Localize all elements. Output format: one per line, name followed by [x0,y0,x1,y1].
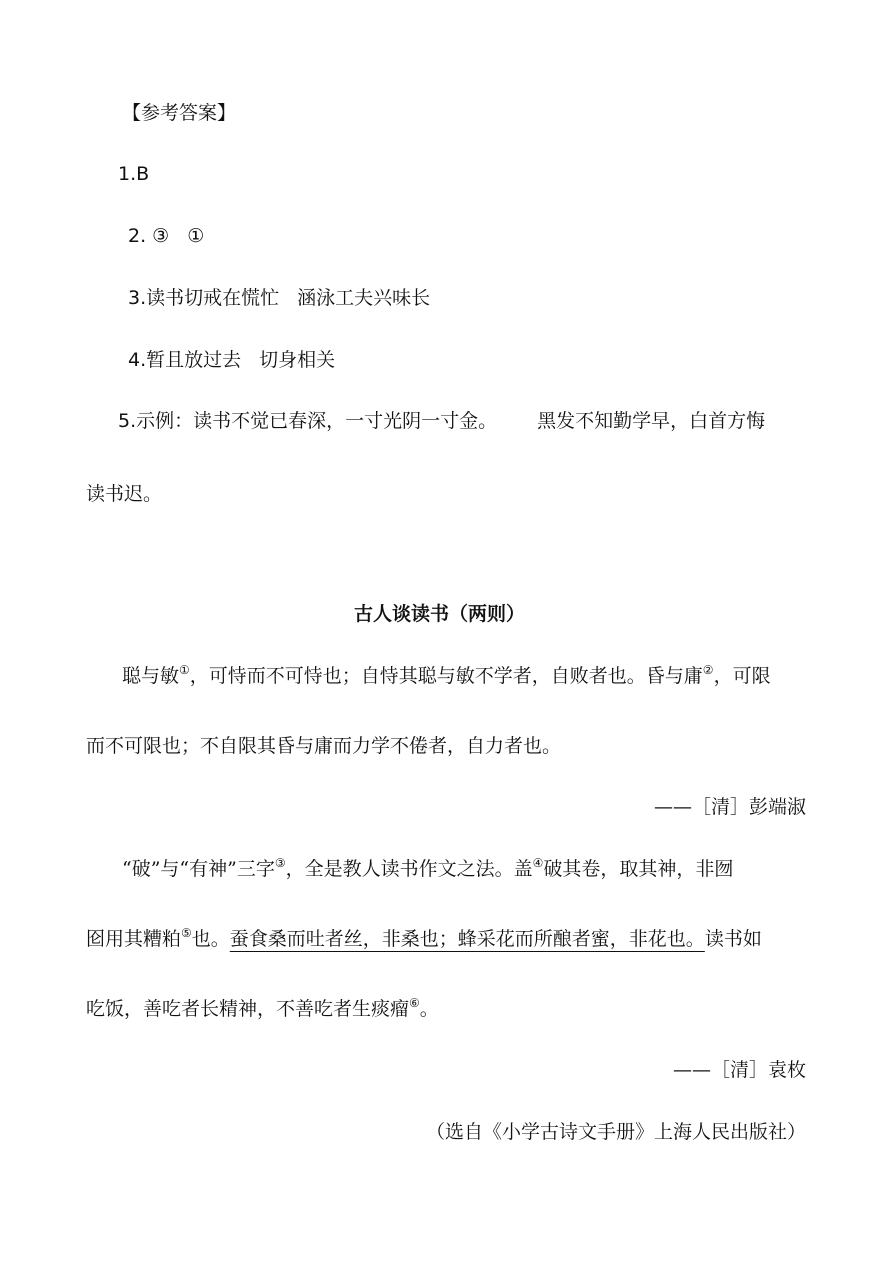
footnote-marker-2: ② [702,663,714,677]
answer-4 [128,348,335,372]
paragraph-1-line-1 [122,664,771,688]
answer-heading: 【参考答案】 [122,102,237,124]
article-title: 古人谈读书（两则） [354,603,526,625]
footnote-marker-1: ① [179,663,190,677]
text-segment: ，全是教人读书作文之法。盖 [285,858,533,880]
text-segment: 聪与敏 [122,665,180,687]
paragraph-1-line-2: 而不可限也；不自限其昏与庸而力学不倦者，自力者也。 [86,735,562,757]
answer-2 [128,224,204,248]
paragraph-2-line-1 [122,857,733,881]
text-segment: 。 [419,998,439,1020]
answer-3 [128,286,430,310]
underlined-sentence: 蚕食桑而吐者丝，非桑也；蜂采花而所酿者蜜，非花也。 [229,928,705,950]
footnote-marker-4: ④ [532,856,544,870]
answer-1: 1.B [118,163,150,185]
footnote-marker-6: ⑥ [409,996,420,1010]
text-segment: ，可恃而不可恃也；自恃其聪与敏不学者，自败者也。昏与庸 [189,665,703,687]
source-citation: （选自《小学古诗文手册》上海人民出版社） [425,1121,806,1143]
paragraph-2-line-3 [86,997,439,1021]
footnote-marker-5: ⑤ [181,926,192,940]
author-1: ——［清］彭端淑 [653,796,806,818]
text-segment: 囵用其糟粕 [86,928,182,950]
paragraph-2-line-2 [86,927,762,951]
answer-5-part-2: 黑发不知勤学早，白首方悔 [537,410,766,432]
answer-4-part-2: 切身相关 [259,349,336,371]
answer-3-part-1: 3.读书切戒在慌忙 [128,287,280,309]
answer-2-part-2: ① [187,225,205,247]
author-2: ——［清］袁枚 [672,1059,806,1081]
answer-3-part-2: 涵泳工夫兴味长 [297,287,431,309]
text-segment: 吃饭，善吃者长精神，不善吃者生痰瘤 [86,998,410,1020]
text-segment: 破其卷，取其神，非囫 [543,858,734,880]
answer-2-part-1: 2. ③ [128,225,170,247]
answer-5-part-1: 5.示例：读书不觉已春深，一寸光阴一寸金。 [118,410,498,432]
text-segment: ，可限 [713,665,771,687]
answer-5-line-2: 读书迟。 [86,483,163,505]
answer-5-line-1 [118,409,765,433]
text-segment: 也。 [191,928,230,950]
text-segment: “破”与“有神”三字 [122,858,275,880]
answer-4-part-1: 4.暂且放过去 [128,349,242,371]
footnote-marker-3: ③ [274,856,286,870]
text-segment: 读书如 [704,928,762,950]
